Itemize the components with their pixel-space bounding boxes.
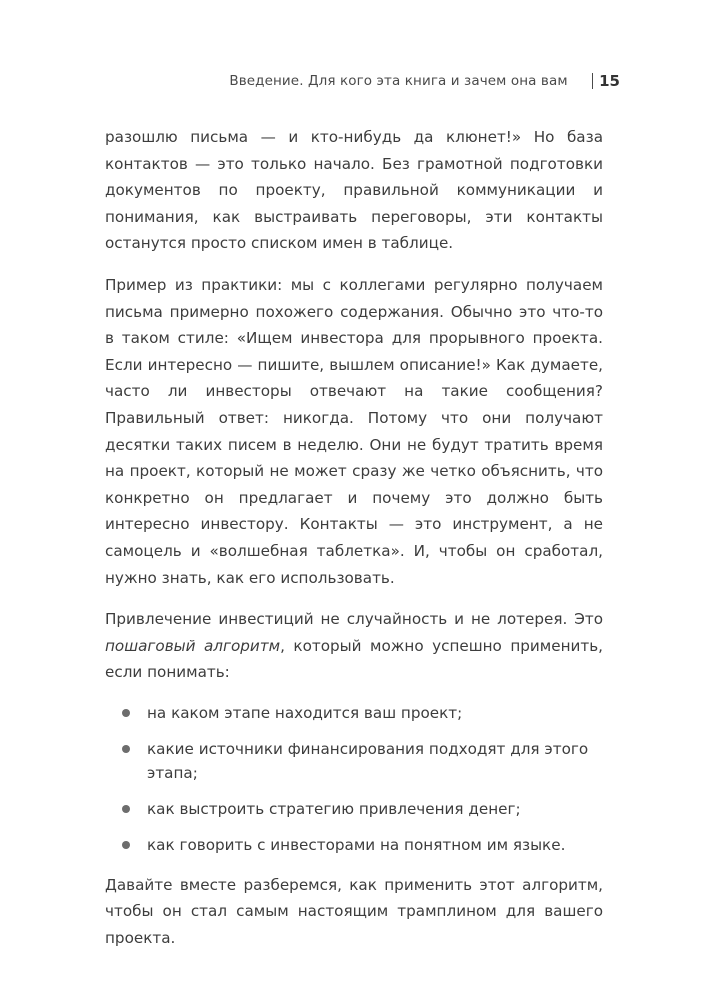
list-item-text: как говорить с инвесторами на понятном им языке. <box>147 835 566 854</box>
list-item-text: какие источники финансирования подходят для этого этапа; <box>147 739 589 782</box>
paragraph-4: Давайте вместе разберемся, как применить этот алгоритм, чтобы он стал самым настоящим трамплином для вашего проекта. <box>105 875 603 948</box>
page-number: 15 <box>599 72 620 90</box>
paragraph-3-start: Привлечение инвестиций не случайность и не лотерея. Это <box>105 610 603 629</box>
list-item-text: как выстроить стратегию привлечения денег; <box>147 799 521 818</box>
list-item <box>105 737 603 785</box>
paragraph-2: Пример из практики: мы с коллегами регулярно получаем письма примерно похожего содержания. Обычно это что-то в таком стиле: «Ищем инвестора для прорывного проекта. Если интересно — пишите, вышлем описание!» Как думаете, часто ли инвесторы отвечают на такие сообщения? Правильный ответ: никогда. Потому что они получают десятки таких писем в неделю. Они не будут тратить время на проект, который не может сразу же четко объяснить, что конкретно он предлагает и почему это должно быть интересно инвестору. Контакты — это инструмент, а не самоцель и «волшебная таблетка». И, чтобы он сработал, нужно знать, как его использовать. <box>105 275 603 587</box>
bullet-icon <box>122 841 130 849</box>
list-item <box>105 797 603 821</box>
paragraph-1: разошлю письма — и кто-нибудь да клюнет!» Но база контактов — это только начало. Без грамотной подготовки документов по проекту, правильной коммуникации и понимания, как выстраивать переговоры, эти контакты останутся просто списком имен в таблице. <box>105 128 603 253</box>
list-item-text: на каком этапе находится ваш проект; <box>147 703 463 722</box>
bullet-icon <box>122 745 130 753</box>
bullet-list <box>105 701 603 857</box>
page-body <box>105 124 603 967</box>
list-item <box>105 833 603 857</box>
paragraph-3 <box>105 606 603 686</box>
paragraph-3-end: , который можно успешно применить, если понимать: <box>105 636 603 682</box>
bullet-icon <box>122 709 130 717</box>
running-title: Введение. Для кого эта книга и зачем она вам <box>229 73 568 89</box>
emphasis-step-algorithm: пошаговый алгоритм <box>105 636 281 655</box>
header-separator <box>592 73 594 89</box>
running-header <box>229 72 620 90</box>
bullet-icon <box>122 805 130 813</box>
list-item <box>105 701 603 725</box>
